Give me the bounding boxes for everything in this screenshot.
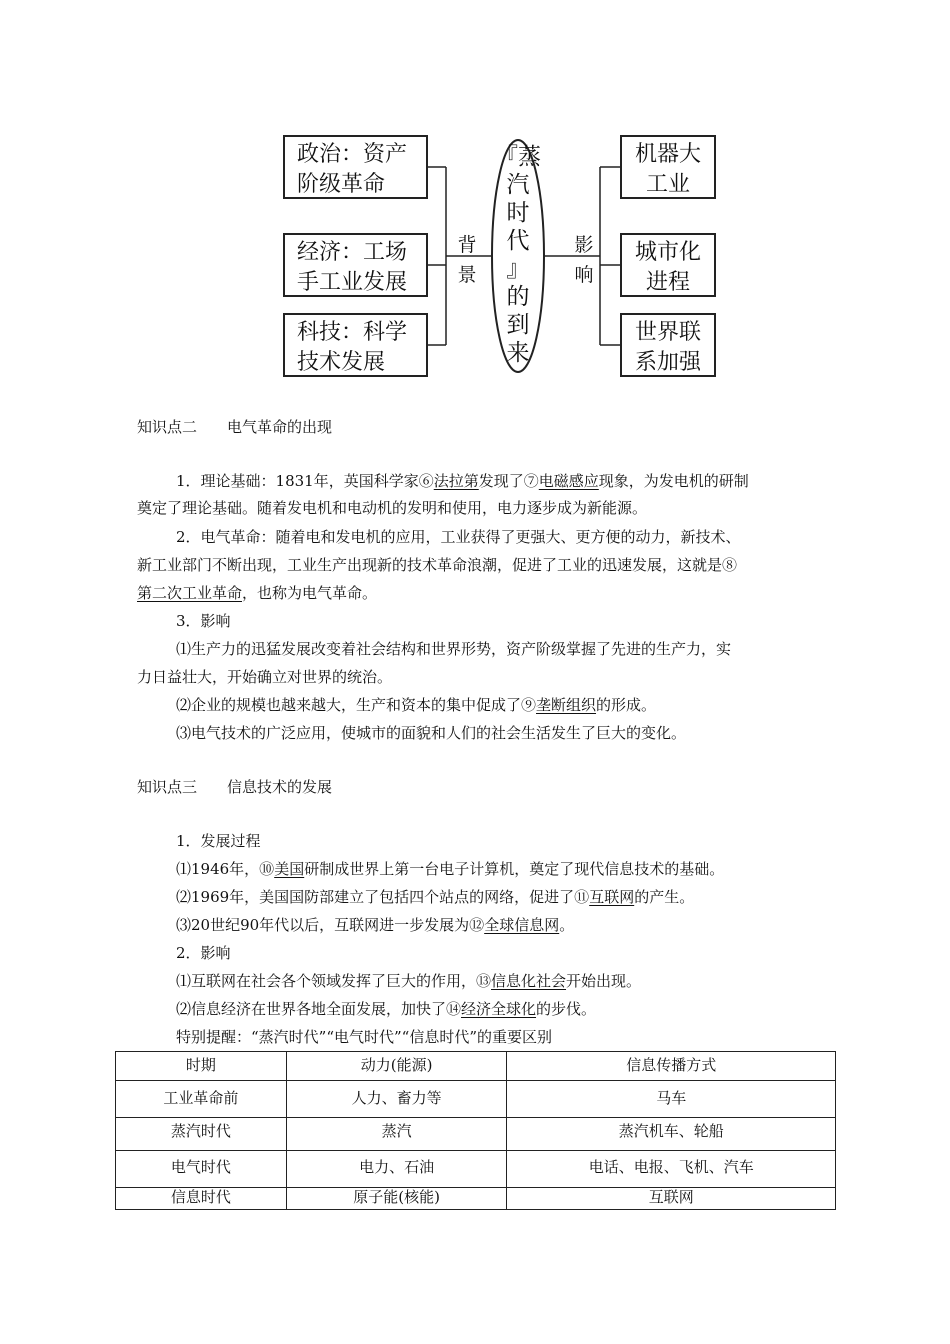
section2-p3-1-line2: 力日益壮大，开始确立对世界的统治。 bbox=[137, 668, 393, 686]
text-run: ⑵企业的规模也越来越大，生产和资本的集中促成了⑨ bbox=[176, 696, 537, 714]
answer-faraday: 法拉第 bbox=[433, 472, 479, 490]
table-header-cell: 时期 bbox=[116, 1052, 287, 1081]
text-run: 研制成世界上第一台电子计算机，奠定了现代信息技术的基础。 bbox=[304, 860, 725, 878]
table-cell: 蒸汽 bbox=[286, 1118, 507, 1151]
text-run: ⑶20世纪90年代以后，互联网进一步发展为⑫ bbox=[176, 916, 485, 934]
section3-j1 bbox=[176, 971, 641, 991]
table-cell: 电力、石油 bbox=[286, 1151, 507, 1188]
text-run: 的产生。 bbox=[634, 888, 695, 906]
text-run: 的形成。 bbox=[596, 696, 657, 714]
impact-urbanization-box bbox=[620, 233, 716, 297]
steam-age-diagram bbox=[0, 0, 950, 400]
text-run: ⑴互联网在社会各个领域发挥了巨大的作用，⑬ bbox=[176, 972, 492, 990]
section2-p2-line2: 新工业部门不断出现，工业生产出现新的技术革命浪潮，促进了工业的迅速发展，这就是⑧ bbox=[137, 556, 738, 574]
answer-information-society: 信息化社会 bbox=[491, 972, 567, 990]
section3-i2 bbox=[176, 887, 694, 907]
impact-urbanization-text: 城市化 进程 bbox=[634, 240, 701, 295]
text-run: 的步伐。 bbox=[536, 1000, 597, 1018]
background-politics-text: 政治：资产 阶级革命 bbox=[297, 142, 408, 197]
impact-machine-industry-box bbox=[620, 135, 716, 199]
section3-i1 bbox=[176, 859, 724, 879]
background-economy-text: 经济：工场 手工业发展 bbox=[297, 240, 408, 295]
table-cell: 蒸汽机车、轮船 bbox=[507, 1118, 836, 1151]
background-politics-box bbox=[283, 135, 428, 199]
diagram-connectors bbox=[0, 0, 950, 400]
table-cell: 人力、畜力等 bbox=[286, 1081, 507, 1118]
background-science-box bbox=[283, 313, 428, 377]
section2-p2-line3 bbox=[137, 583, 377, 603]
text-run: ⑵1969年，美国国防部建立了包括四个站点的网络，促进了⑪ bbox=[176, 888, 590, 906]
section3-heading: 知识点三 信息技术的发展 bbox=[137, 778, 333, 796]
answer-monopoly: 垄断组织 bbox=[536, 696, 597, 714]
section3-t1: 1．发展过程 bbox=[176, 832, 261, 850]
section3-t2: 2．影响 bbox=[176, 944, 231, 962]
background-economy-box bbox=[283, 233, 428, 297]
text-run: 。 bbox=[559, 916, 575, 934]
text-run: 1．理论基础：1831年，英国科学家⑥ bbox=[176, 472, 434, 490]
answer-second-industrial-revolution: 第二次工业革命 bbox=[137, 584, 243, 602]
table-cell: 蒸汽时代 bbox=[116, 1118, 287, 1151]
text-run: ，也称为电气革命。 bbox=[242, 584, 378, 602]
table-header-cell: 信息传播方式 bbox=[507, 1052, 836, 1081]
section2-p1-line1 bbox=[176, 471, 749, 491]
section2-heading: 知识点二 电气革命的出现 bbox=[137, 418, 333, 436]
section2-p3-1-line1: ⑴生产力的迅猛发展改变着社会结构和世界形势，资产阶级掌握了先进的生产力，实 bbox=[176, 640, 732, 658]
answer-internet: 互联网 bbox=[589, 888, 635, 906]
section2-p2-line1: 2．电气革命：随着电和发电机的应用，工业获得了更强大、更方便的动力，新技术、 bbox=[176, 528, 741, 546]
table-cell: 马车 bbox=[507, 1081, 836, 1118]
answer-electromagnetic-induction: 电磁感应 bbox=[538, 472, 599, 490]
section2-p3-title: 3．影响 bbox=[176, 612, 231, 630]
table-cell: 电气时代 bbox=[116, 1151, 287, 1188]
text-run: 发现了⑦ bbox=[478, 472, 539, 490]
answer-usa: 美国 bbox=[274, 860, 305, 878]
table-cell: 工业革命前 bbox=[116, 1081, 287, 1118]
answer-global-info-network: 全球信息网 bbox=[484, 916, 560, 934]
background-science-text: 科技：科学 技术发展 bbox=[297, 320, 408, 375]
background-label: 背 景 bbox=[457, 234, 477, 286]
text-run: 开始出现。 bbox=[566, 972, 642, 990]
table-row bbox=[116, 1151, 836, 1188]
table-cell: 信息时代 bbox=[116, 1188, 287, 1210]
impact-label: 影 响 bbox=[574, 234, 594, 286]
table-cell: 互联网 bbox=[507, 1188, 836, 1210]
table-row bbox=[116, 1118, 836, 1151]
impact-world-connection-box bbox=[620, 313, 716, 377]
era-comparison-table bbox=[115, 1051, 836, 1210]
section3-j2 bbox=[176, 999, 596, 1019]
section3-note: 特别提醒：“蒸汽时代”“电气时代”“信息时代”的重要区别 bbox=[176, 1028, 553, 1046]
section2-p3-2 bbox=[176, 695, 656, 715]
text-run: 现象，为发电机的研制 bbox=[598, 472, 749, 490]
table-header-cell: 动力(能源) bbox=[286, 1052, 507, 1081]
table-row bbox=[116, 1188, 836, 1210]
section2-p1-line2: 奠定了理论基础。随着发电机和电动机的发明和使用，电力逐步成为新能源。 bbox=[137, 499, 648, 517]
table-header-row bbox=[116, 1052, 836, 1081]
table-cell: 原子能(核能) bbox=[286, 1188, 507, 1210]
impact-machine-industry-text: 机器大 工业 bbox=[634, 142, 701, 197]
text-run: ⑴1946年，⑩ bbox=[176, 860, 275, 878]
answer-economic-globalization: 经济全球化 bbox=[461, 1000, 537, 1018]
section2-p3-3: ⑶电气技术的广泛应用，使城市的面貌和人们的社会生活发生了巨大的变化。 bbox=[176, 724, 687, 742]
table-cell: 电话、电报、飞机、汽车 bbox=[507, 1151, 836, 1188]
section3-i3 bbox=[176, 915, 574, 935]
table-row bbox=[116, 1081, 836, 1118]
steam-age-title: 『蒸 汽 时 代 』 的 到 来 bbox=[495, 144, 541, 366]
impact-world-connection-text: 世界联 系加强 bbox=[634, 320, 701, 375]
text-run: ⑵信息经济在世界各地全面发展，加快了⑭ bbox=[176, 1000, 462, 1018]
